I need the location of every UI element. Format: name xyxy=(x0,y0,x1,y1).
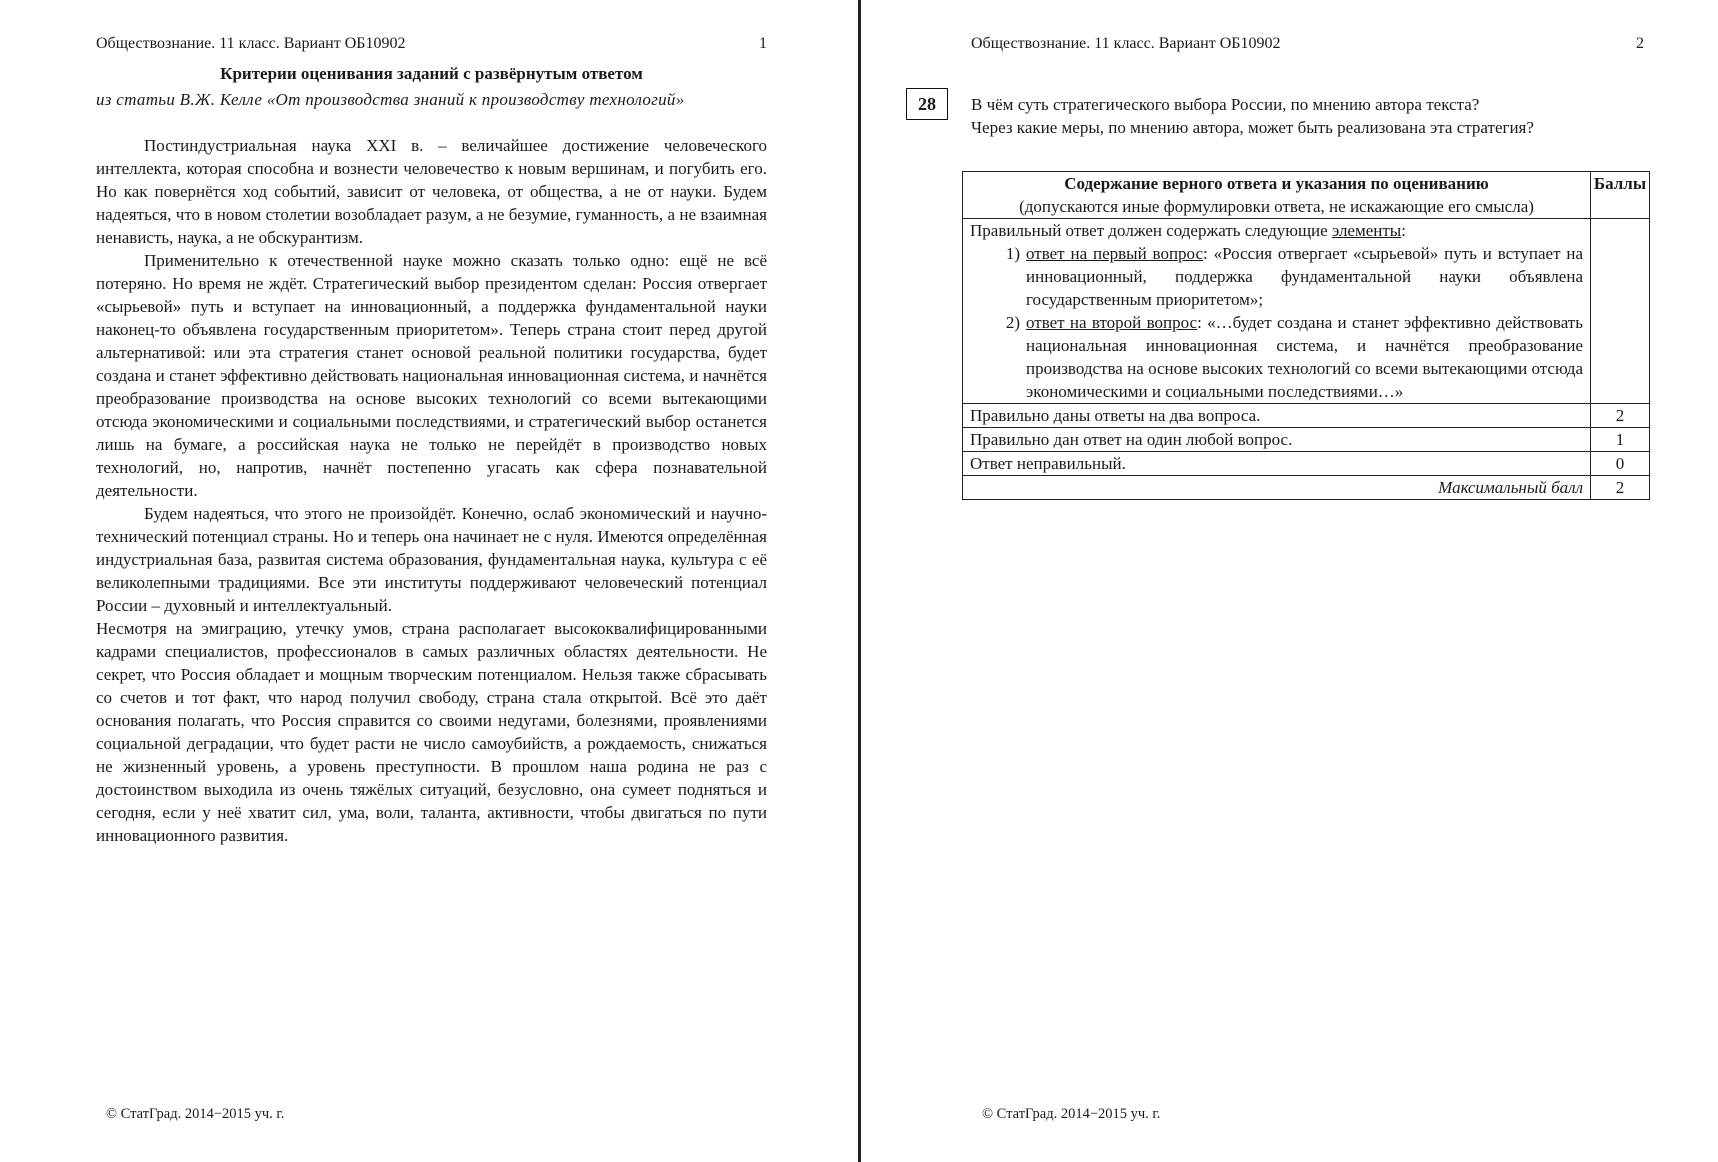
answer-elements-row xyxy=(963,219,1650,404)
answer-element xyxy=(970,242,1583,311)
section-heading: Критерии оценивания заданий с развёрнутым ответом xyxy=(220,64,643,83)
element-label: ответ на второй вопрос xyxy=(1026,313,1198,332)
element-text: : «…будет создана и станет эффективно действовать национальная инновационная система, и начнётся преобразование производства на основе высоких технологий со всеми вытекающими отсюда экономическими и социальными последствиями…» xyxy=(1026,313,1583,401)
paragraph: Постиндустриальная наука XXI в. – величайшее достижение человеческого интеллекта, которая способна и вознести человечество к новым вершинам, и погубить его. Но как повернётся ход событий, зависит от человека, от общества, а не от науки. Будем надеяться, что в новом столетии возобладает разум, а не безумие, гуманность, а не взаимная ненависть, наука, а не обскурантизм. xyxy=(96,136,767,247)
question-number-box: 28 xyxy=(906,88,948,120)
answer-elements-cell xyxy=(963,219,1591,404)
article-text xyxy=(96,134,767,847)
points-cell: 1 xyxy=(1591,428,1650,452)
page-header-title: Обществознание. 11 класс. Вариант ОБ10902 xyxy=(96,35,406,52)
paragraph: Несмотря на эмиграцию, утечку умов, страна располагает высококвалифицированными кадрами специалистов, профессионалов в самых различных областях деятельности. Не секрет, что Россия обладает и мощным творческим потенциалом. Нельзя также сбрасывать со счетов и тот факт, что народ получил свободу, страна стала открытой. Всё это даёт основания полагать, что Россия справится со своими недугами, болезнями, проявлениями социальной деградации, что будет расти не число самоубийств, а рождаемость, снижаться не жизненный уровень, а уровень преступности. В прошлом наша родина не раз с достоинством выходила из очень тяжёлых ситуаций, безусловно, она сумеет подняться и сегодня, если у неё хватит сил, ума, воли, таланта, активности, чтобы двигаться по пути инновационного развития. xyxy=(96,619,767,845)
table-header-main: Содержание верного ответа и указания по оцениванию xyxy=(1064,174,1489,193)
paragraph: Применительно к отечественной науке можно сказать только одно: ещё не всё потеряно. Но время не ждёт. Стратегический выбор президентом сделан: Россия отвергает «сырьевой» путь и вступает на инновационный, а поддержка фундаментальной науки наконец-то объявлена государственным приоритетом». Теперь страна стоит перед другой альтернативой: или эта стратегия станет основой реальной политики государства, будет создана и станет эффективно действовать национальная инновационная система, и начнётся преобразование производства на основе высоких технологий со всеми вытекающими отсюда экономическими и социальными последствиями, и стратегический выбор останется лишь на бумаге, а российская наука не только не перейдёт в производство новых технологий, но, напротив, начнёт постепенно угасать как сфера познавательной деятельности. xyxy=(96,251,767,500)
points-header: Баллы xyxy=(1591,172,1650,219)
question-line: В чём суть стратегического выбора России, по мнению автора текста? xyxy=(971,95,1480,114)
page-header-title: Обществознание. 11 класс. Вариант ОБ10902 xyxy=(971,35,1281,52)
criterion-cell: Ответ неправильный. xyxy=(963,452,1591,476)
points-cell: 2 xyxy=(1591,404,1650,428)
left-page xyxy=(0,0,858,1162)
criteria-table xyxy=(962,171,1650,500)
element-number: 2) xyxy=(1005,313,1020,332)
intro-text: Правильный ответ должен содержать следующие xyxy=(970,221,1332,240)
element-number: 1) xyxy=(1005,244,1020,263)
table-row xyxy=(963,452,1650,476)
text-source: из статьи В.Ж. Келле «От производства знаний к производству технологий» xyxy=(96,90,685,109)
paragraph: Будем надеяться, что этого не произойдёт. Конечно, ослаб экономический и научно-технический потенциал страны. Но и теперь она начинает не с нуля. Имеются определённая индустриальная база, развитая система образования, фундаментальная наука, культура с её великолепными традициями. Все эти институты поддерживают человеческий потенциал России – духовный и интеллектуальный. xyxy=(96,504,767,615)
question-text xyxy=(971,93,1651,139)
max-score-row xyxy=(963,476,1650,500)
table-header-sub: (допускаются иные формулировки ответа, не искажающие его смысла) xyxy=(1019,197,1534,216)
table-header-cell xyxy=(963,172,1591,219)
criterion-cell: Правильно даны ответы на два вопроса. xyxy=(963,404,1591,428)
page-number: 1 xyxy=(759,35,767,52)
answer-intro xyxy=(970,219,1583,242)
answer-element xyxy=(970,311,1583,403)
page-footer: © СтатГрад. 2014−2015 уч. г. xyxy=(106,1106,285,1122)
element-label: ответ на первый вопрос xyxy=(1026,244,1204,263)
intro-underlined: элементы xyxy=(1331,221,1402,240)
page-footer: © СтатГрад. 2014−2015 уч. г. xyxy=(982,1106,1161,1122)
points-cell: 0 xyxy=(1591,452,1650,476)
criterion-cell: Правильно дан ответ на один любой вопрос. xyxy=(963,428,1591,452)
table-row xyxy=(963,428,1650,452)
max-score-label: Максимальный балл xyxy=(963,476,1591,500)
question-line: Через какие меры, по мнению автора, может быть реализована эта стратегия? xyxy=(971,118,1534,137)
table-header-row xyxy=(963,172,1650,219)
points-cell-empty xyxy=(1591,219,1650,404)
element-text: : «Россия отвергает «сырьевой» путь и вступает на инновационный, поддержка фундаментальной науки объявлена государственным приоритетом»; xyxy=(1026,244,1583,309)
max-score-value: 2 xyxy=(1591,476,1650,500)
page-number: 2 xyxy=(1636,35,1644,52)
intro-suffix: : xyxy=(1401,221,1406,240)
table-row xyxy=(963,404,1650,428)
right-page xyxy=(861,0,1718,1162)
